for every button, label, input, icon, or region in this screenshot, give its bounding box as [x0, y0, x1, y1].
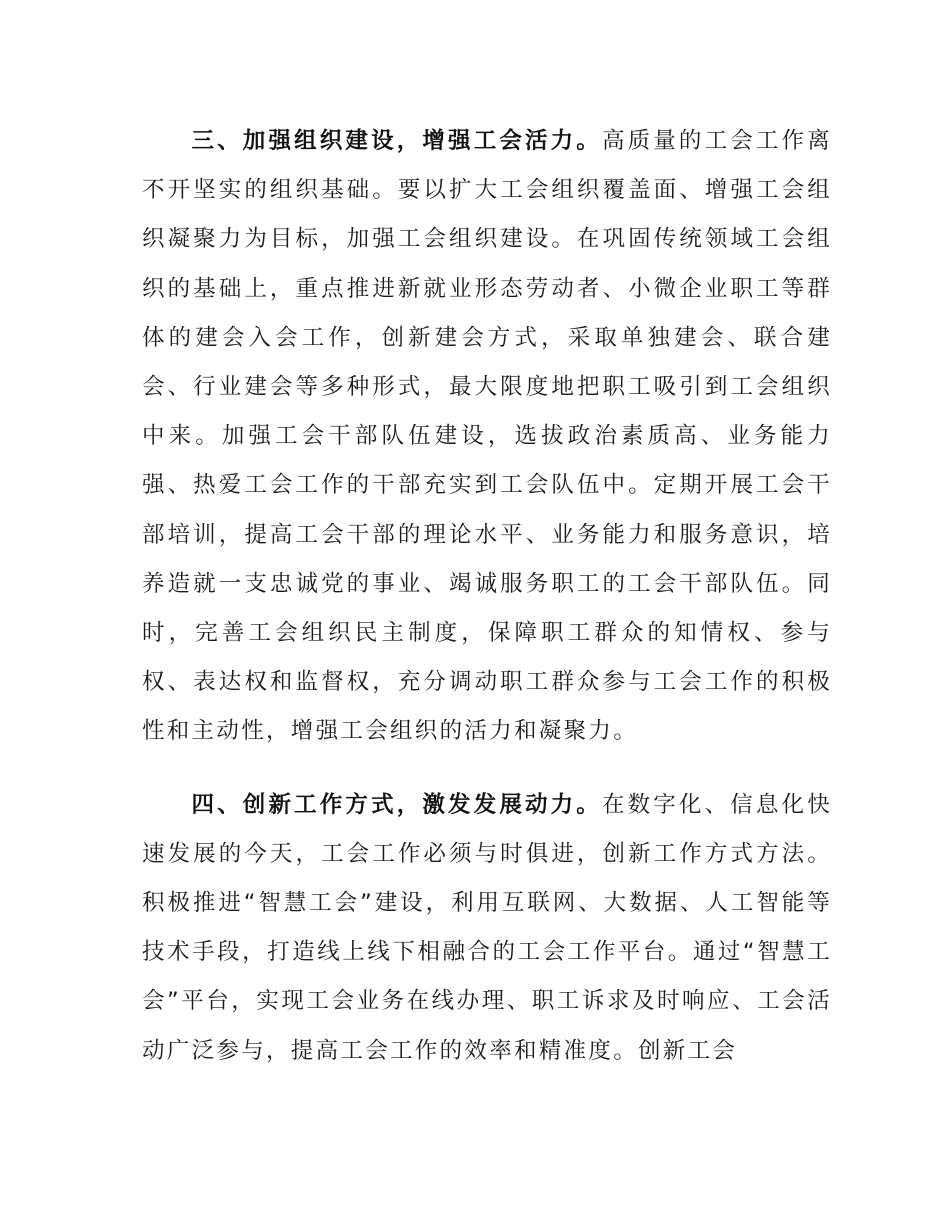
- section-four-text: 在数字化、信息化快速发展的今天，工会工作必须与时俱进，创新工作方式方法。积极推进“智慧工会”建设，利用互联网、大数据、人工智能等技术手段，打造线上线下相融合的工会工作平台。通过“智慧工会”平台，实现工会业务在线办理、职工诉求及时响应、工会活动广泛参与，提高工会工作的效率和精准度。创新工会: [142, 791, 832, 1064]
- section-four-heading: 四、创新工作方式，激发发展动力。: [191, 791, 602, 818]
- section-three-text: 高质量的工会工作离不开坚实的组织基础。要以扩大工会组织覆盖面、增强工会组织凝聚力为目标，加强工会组织建设。在巩固传统领域工会组织的基础上，重点推进新就业形态劳动者、小微企业职工等群体的建会入会工作，创新建会方式，采取单独建会、联合建会、行业建会等多种形式，最大限度地把职工吸引到工会组织中来。加强工会干部队伍建设，选拔政治素质高、业务能力强、热爱工会工作的干部充实到工会队伍中。定期开展工会干部培训，提高工会干部的理论水平、业务能力和服务意识，培养造就一支忠诚党的事业、竭诚服务职工的工会干部队伍。同时，完善工会组织民主制度，保障职工群众的知情权、参与权、表达权和监督权，充分调动职工群众参与工会工作的积极性和主动性，增强工会组织的活力和凝聚力。: [142, 128, 832, 745]
- document-body: [142, 117, 832, 1076]
- section-three-heading: 三、加强组织建设，增强工会活力。: [191, 128, 602, 154]
- section-four-paragraph: [142, 781, 832, 1076]
- section-three-paragraph: [142, 117, 832, 757]
